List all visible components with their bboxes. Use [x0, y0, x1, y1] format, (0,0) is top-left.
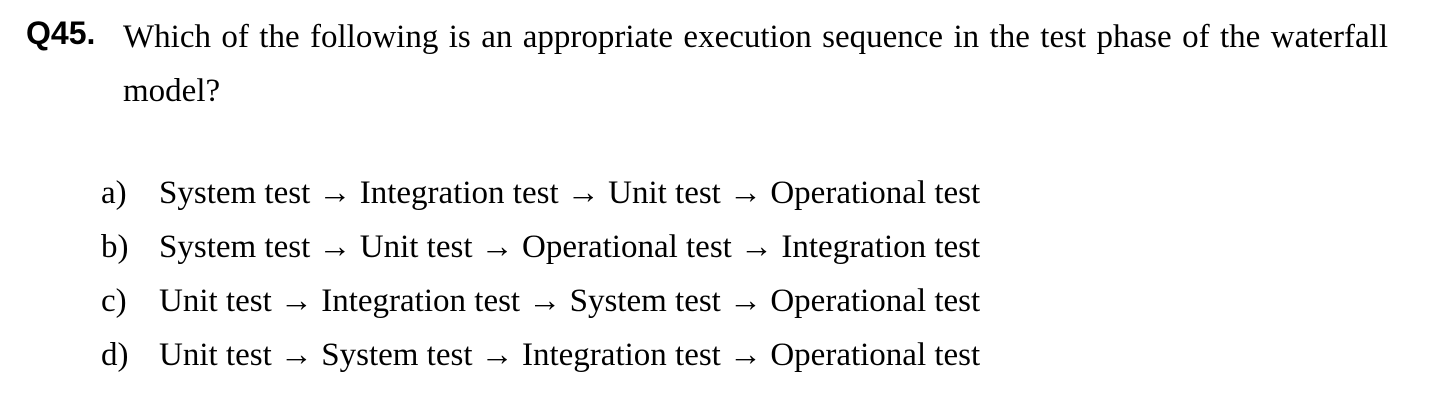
choice-d	[101, 328, 1301, 382]
choice-text: System test → Unit test → Operational test → Integration test	[159, 228, 981, 265]
question-number: Q45.	[26, 15, 96, 51]
choice-b	[101, 220, 1301, 274]
choice-letter: b)	[101, 228, 129, 265]
choice-a	[101, 166, 1301, 220]
choice-letter: c)	[101, 282, 127, 319]
choice-letter: a)	[101, 174, 127, 211]
choice-letter: d)	[101, 336, 129, 373]
answer-choices	[101, 166, 1301, 382]
choice-text: Unit test → Integration test → System test → Operational test	[159, 282, 981, 319]
choice-text: Unit test → System test → Integration test → Operational test	[159, 336, 981, 373]
choice-c	[101, 274, 1301, 328]
choice-text: System test → Integration test → Unit test → Operational test	[159, 174, 981, 211]
question-text: Which of the following is an appropriate execution sequence in the test phase of the waterfall model?	[123, 19, 1388, 109]
